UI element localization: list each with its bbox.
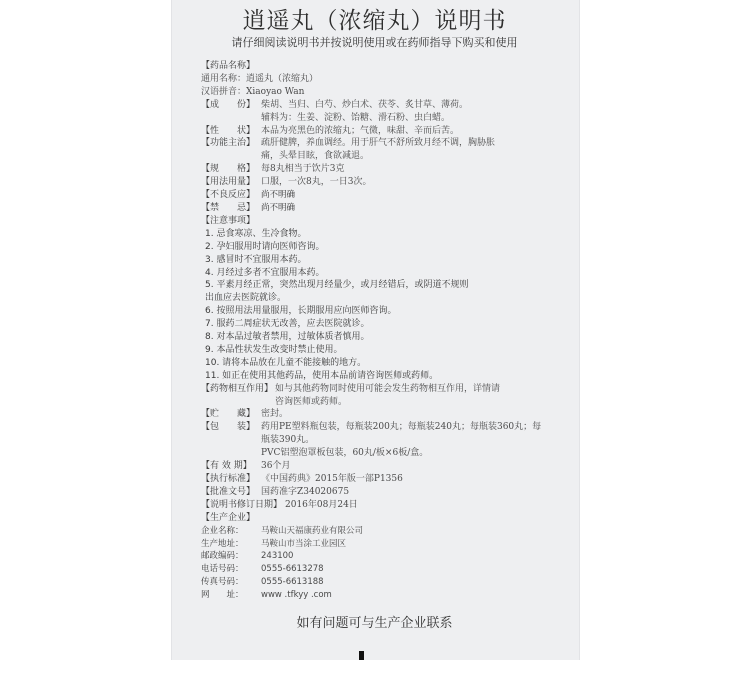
- section-value: 密封。: [261, 409, 289, 420]
- section-label: 【性 状】: [201, 125, 256, 136]
- package-bottle: 药用PE塑料瓶包装，每瓶装200丸；每瓶装240丸；每瓶装360丸；每瓶装390丸。: [261, 422, 542, 446]
- precaution-item: 1. 忌食寒凉、生冷食物。: [205, 228, 307, 239]
- phone-label: 电话号码：: [201, 564, 244, 575]
- precaution-item: 2. 孕妇服用时请向医师咨询。: [205, 241, 325, 252]
- section-label: 【贮 藏】: [201, 409, 256, 420]
- section-value: 如与其他药物同时使用可能会发生药物相互作用，详情请咨询医师或药师。: [275, 383, 501, 407]
- ingredients-main: 柴胡、当归、白芍、炒白术、茯苓、炙甘草、薄荷。: [261, 99, 469, 110]
- section-storage: [201, 408, 561, 421]
- company-fax: [201, 576, 561, 589]
- company-postcode: [201, 550, 561, 563]
- section-label: 【批准文号】: [201, 486, 256, 497]
- section-package: [201, 421, 561, 460]
- section-character: [201, 125, 561, 138]
- section-value: 本品为亮黑色的浓缩丸；气微，味甜、辛而后苦。: [261, 125, 460, 136]
- section-value: 每8丸相当于饮片3克: [261, 164, 345, 175]
- leaflet-subtitle: 请仔细阅读说明书并按说明使用或在药师指导下购买和使用: [231, 36, 518, 49]
- section-contraindications: [201, 202, 561, 215]
- section-standard: [201, 473, 561, 486]
- pinyin-text: 汉语拼音：Xiaoyao Wan: [201, 86, 305, 97]
- company-label: 企业名称：: [201, 525, 244, 536]
- section-label: 【有 效 期】: [201, 461, 252, 472]
- company-address: [201, 538, 561, 551]
- phone-value: 0555-6613278: [261, 564, 324, 575]
- leaflet-title: 逍遥丸（浓缩丸）说明书: [242, 8, 507, 34]
- ingredients-excipients: 辅料为：生姜、淀粉、饴糖、滑石粉、虫白蜡。: [261, 112, 451, 123]
- section-label: 【成 份】: [201, 99, 256, 110]
- section-label: 【禁 忌】: [201, 202, 256, 213]
- section-label: 【包 装】: [201, 422, 256, 433]
- section-label: 【执行标准】: [201, 474, 256, 484]
- address-label: 生产地址：: [201, 538, 244, 549]
- postcode-value: 243100: [261, 551, 294, 562]
- precaution-item: 9. 本品性状发生改变时禁止使用。: [205, 344, 343, 355]
- section-value: 尚不明确: [261, 190, 296, 201]
- section-ingredients: [201, 99, 561, 125]
- company-website: [201, 589, 561, 602]
- precaution-item: 11. 如正在使用其他药品，使用本品前请咨询医师或药师。: [205, 370, 439, 381]
- common-name-text: 通用名称：逍遥丸（浓缩丸）: [201, 73, 319, 84]
- section-manufacturer: [201, 512, 561, 525]
- precaution-item: 7. 服药二周症状无改善，应去医院就诊。: [205, 319, 370, 330]
- address-value: 马鞍山市当涂工业园区: [261, 538, 347, 549]
- section-label: 【注意事项】: [201, 215, 256, 226]
- section-approval: [201, 486, 561, 499]
- section-label: 【不良反应】: [201, 190, 256, 201]
- section-spec: [201, 163, 561, 176]
- company-value: 马鞍山天福康药业有限公司: [261, 525, 364, 536]
- package-blister: PVC铝塑泡罩板包装，60丸/板×6板/盒。: [261, 448, 429, 459]
- edge-mark: [359, 651, 364, 660]
- section-validity: [201, 460, 561, 473]
- precaution-item: 6. 按照用法用量服用，长期服用应向医师咨询。: [205, 306, 397, 317]
- precaution-item: 4. 月经过多者不宜服用本药。: [205, 267, 325, 278]
- pinyin-name: [201, 86, 561, 99]
- section-label: 【说明书修订日期】: [201, 499, 283, 510]
- section-value: 口服，一次8丸，一日3次。: [261, 177, 372, 188]
- company-phone: [201, 563, 561, 576]
- section-label: 【用法用量】: [201, 177, 256, 188]
- section-drug-name: [201, 60, 561, 73]
- postcode-label: 邮政编码：: [201, 551, 244, 562]
- section-value: 国药准字Z34020675: [261, 486, 350, 497]
- section-label: 【药物相互作用】: [201, 383, 274, 394]
- section-label: 【功能主治】: [201, 138, 256, 149]
- precaution-item: 3. 感冒时不宜服用本药。: [205, 254, 307, 265]
- company-name: [201, 525, 561, 538]
- fax-label: 传真号码：: [201, 577, 244, 588]
- common-name: [201, 73, 561, 86]
- section-adverse: [201, 189, 561, 202]
- section-label: 【生产企业】: [201, 512, 256, 523]
- section-revision-date: [201, 499, 561, 512]
- web-label: 网 址：: [201, 590, 244, 601]
- section-precautions: [201, 215, 561, 228]
- web-value: www .tfkyy .com: [261, 590, 332, 601]
- section-value: 尚不明确: [261, 202, 296, 213]
- section-value: 2016年08月24日: [285, 499, 358, 510]
- section-label: 【规 格】: [201, 164, 256, 175]
- section-indications: [201, 137, 561, 163]
- section-usage: [201, 176, 561, 189]
- fax-value: 0555-6613188: [261, 577, 324, 588]
- precaution-item: 10. 请将本品放在儿童不能接触的地方。: [205, 357, 367, 368]
- section-interaction: [201, 383, 561, 409]
- section-value: 《中国药典》2015年版一部P1356: [261, 474, 403, 484]
- precaution-item: 5. 平素月经正常，突然出现月经量少，或月经错后，或阴道不规则出血应去医院就诊。: [205, 280, 469, 304]
- section-label: 【药品名称】: [201, 61, 256, 71]
- section-value: 疏肝健脾，养血调经。用于肝气不舒所致月经不调，胸胁胀痛，头晕目眩，食欲减退。: [261, 138, 496, 162]
- leaflet-content: [201, 60, 561, 602]
- precaution-item: 8. 对本品过敏者禁用，过敏体质者慎用。: [205, 332, 370, 343]
- contact-footer: 如有问题可与生产企业联系: [296, 616, 453, 631]
- section-value: 36个月: [261, 461, 291, 472]
- precautions-list: [201, 228, 561, 383]
